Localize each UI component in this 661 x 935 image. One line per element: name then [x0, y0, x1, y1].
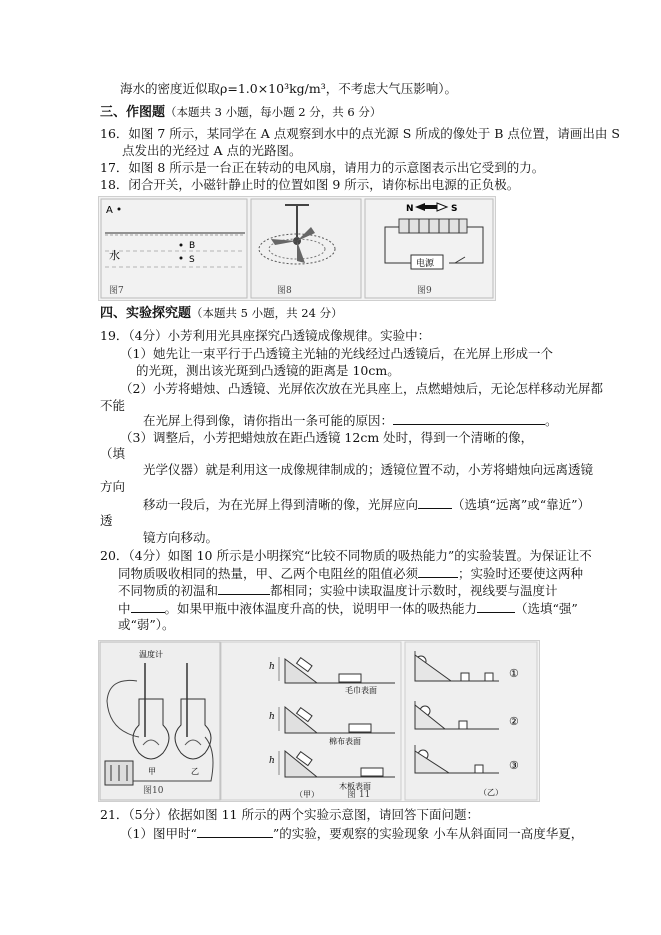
- question-19-3-line1: （3）调整后，小芳把蜡烛放在距凸透镜 12cm 处时，得到一个清晰的像，: [120, 430, 534, 445]
- fig7-water-label: 水: [109, 249, 120, 262]
- figures-10-11-drawing: [99, 641, 539, 801]
- question-19-3-text-b: （选填“远离”或“靠近”）: [452, 497, 591, 512]
- question-21: 21．（5分）依据如图 11 所示的两个实验示意图，请回答下面问题：: [100, 807, 479, 822]
- question-19-2-line2: 不能: [100, 398, 126, 413]
- question-19-1-line2: 的光斑，测出该光斑到凸透镜的距离是 10cm。: [136, 363, 400, 378]
- question-19-2-end: 。: [545, 413, 558, 428]
- fig11-jia-label: （甲）: [295, 790, 319, 799]
- answer-blank-20-2[interactable]: [218, 582, 270, 595]
- figure-9: [365, 199, 493, 298]
- section3-note: （本题共 3 小题，每小题 2 分，共 6 分）: [165, 105, 382, 119]
- fig11-number-1: ①: [509, 667, 519, 680]
- answer-blank-20-4[interactable]: [477, 600, 515, 613]
- question-19-3-line5: [143, 496, 590, 513]
- question-20-line4: [118, 600, 578, 617]
- fig11-h-label-1: h: [269, 662, 275, 672]
- figures-10-11: [98, 640, 540, 802]
- fig10-yi-label: 乙: [191, 767, 199, 776]
- figure-11-yi: [405, 642, 537, 800]
- section4-heading: [100, 305, 343, 322]
- question-19-2-line3: [143, 412, 558, 429]
- question-21-1: [120, 825, 583, 842]
- question-20-text-g: （选填“强”: [515, 601, 578, 616]
- question-20-text-e: 中: [118, 601, 131, 616]
- question-20-text-c: 不同物质的初温和: [118, 583, 219, 598]
- fig9-pole-s: S: [451, 204, 458, 214]
- fig9-pole-n: N: [406, 204, 414, 214]
- question-19-3-line7: 镜方向移动。: [143, 530, 219, 545]
- fig10-jia-label: 甲: [148, 767, 156, 776]
- figure-11-jia: [221, 642, 401, 800]
- fig11-yi-label: （乙）: [479, 788, 503, 797]
- question-17: 17．如图 8 所示是一台正在转动的电风扇，请用力的示意图表示出它受到的力。: [100, 160, 545, 175]
- fig11-number-2: ②: [509, 715, 519, 728]
- question-20-line1: 20．（4分）如图 10 所示是小明探究“比较不同物质的吸热能力”的实验装置。为保证让不: [100, 548, 592, 563]
- fig11-surface-1: 毛巾表面: [345, 686, 377, 695]
- fig9-caption: 图9: [417, 286, 432, 296]
- fig11-number-3: ③: [509, 759, 519, 772]
- fig11-h-label-3: h: [269, 756, 275, 766]
- question-20-text-f: 。如果甲瓶中液体温度升高的快，说明甲一体的吸热能力: [164, 601, 478, 616]
- fig7-point-s: S: [189, 255, 195, 265]
- question-19-3-line6: 透: [100, 513, 113, 528]
- question-19-3-line3: 光学仪器）就是利用这一成像规律制成的；透镜位置不动，小芳将蜡烛向远离透镜: [143, 462, 594, 477]
- question-19-2-line1: （2）小芳将蜡烛、凸透镜、光屏依次放在光具座上，点燃蜡烛后，无论怎样移动光屏都: [120, 381, 603, 396]
- figure-7: [101, 199, 247, 298]
- fig11-caption: 图 11: [347, 790, 371, 800]
- question-16-line1: 16．如图 7 所示，某同学在 A 点观察到水中的点光源 S 所成的像处于 B 点位置，请画出由 S: [100, 126, 620, 141]
- section3-heading: [100, 104, 381, 121]
- fig7-point-a: A: [106, 205, 113, 216]
- answer-blank-20-1[interactable]: [418, 565, 458, 578]
- fig11-surface-3: 木板表面: [339, 782, 371, 791]
- fig10-caption: 图10: [143, 786, 164, 796]
- answer-blank-21-1[interactable]: [197, 825, 273, 838]
- figure-10: [100, 642, 220, 800]
- question-19-2-text: 在光屏上得到像，请你指出一条可能的原因：: [143, 413, 394, 428]
- question-20-line3: [118, 582, 558, 599]
- figures-7-8-9: [98, 196, 496, 301]
- figures-7-8-9-drawing: [99, 197, 495, 300]
- fig9-source-label: 电源: [416, 259, 435, 269]
- question-20-text-a: 同物质吸收相同的热量，甲、乙两个电阻丝的阻值必须: [118, 566, 419, 581]
- figure-8: [251, 199, 361, 298]
- answer-blank-19-2[interactable]: [393, 412, 545, 425]
- fig8-caption: 图8: [277, 286, 292, 296]
- fig11-h-label-2: h: [269, 712, 275, 722]
- section4-note: （本题共 5 小题，共 24 分）: [191, 306, 343, 320]
- question-20-line2: [118, 565, 583, 582]
- question-19-3-line4: 方向: [100, 479, 126, 494]
- question-20-line5: 或“弱”）。: [118, 617, 175, 632]
- section3-title: 三、作图题: [100, 105, 166, 120]
- section4-title: 四、实验探究题: [100, 306, 192, 321]
- answer-blank-19-3[interactable]: [418, 496, 452, 509]
- fig11-surface-2: 棉布表面: [329, 737, 361, 746]
- answer-blank-20-3[interactable]: [131, 600, 165, 613]
- fig7-point-b: B: [189, 241, 196, 251]
- intro-line: 海水的密度近似取ρ=1.0×10³kg/m³，不考虑大气压影响）。: [120, 81, 457, 96]
- question-19-1-line1: （1）她先让一束平行于凸透镜主光轴的光线经过凸透镜后，在光屏上形成一个: [120, 346, 553, 361]
- fig7-caption: 图7: [109, 286, 124, 296]
- question-19: 19．（4分）小芳利用光具座探究凸透镜成像规律。实验中：: [100, 328, 431, 343]
- question-20-text-b: ；实验时还要使这两种: [458, 566, 584, 581]
- question-18: 18．闭合开关，小磁针静止时的位置如图 9 所示，请你标出电源的正负极。: [100, 177, 520, 192]
- question-21-1-text-a: （1）图甲时“: [120, 826, 197, 841]
- question-19-3-line2: （填: [100, 446, 126, 461]
- question-21-1-text-b: ”的实验，要观察的实验现象 小车从斜面同一高度华夏，: [272, 826, 584, 841]
- question-19-3-text-a: 移动一段后，为在光屏上得到清晰的像，光屏应向: [143, 497, 419, 512]
- question-20-text-d: 都相同；实验中读取温度计示数时，视线要与温度计: [270, 583, 558, 598]
- question-16-line2: 点发出的光经过 A 点的光路图。: [122, 143, 302, 158]
- fig10-thermometer-label: 温度计: [139, 650, 163, 659]
